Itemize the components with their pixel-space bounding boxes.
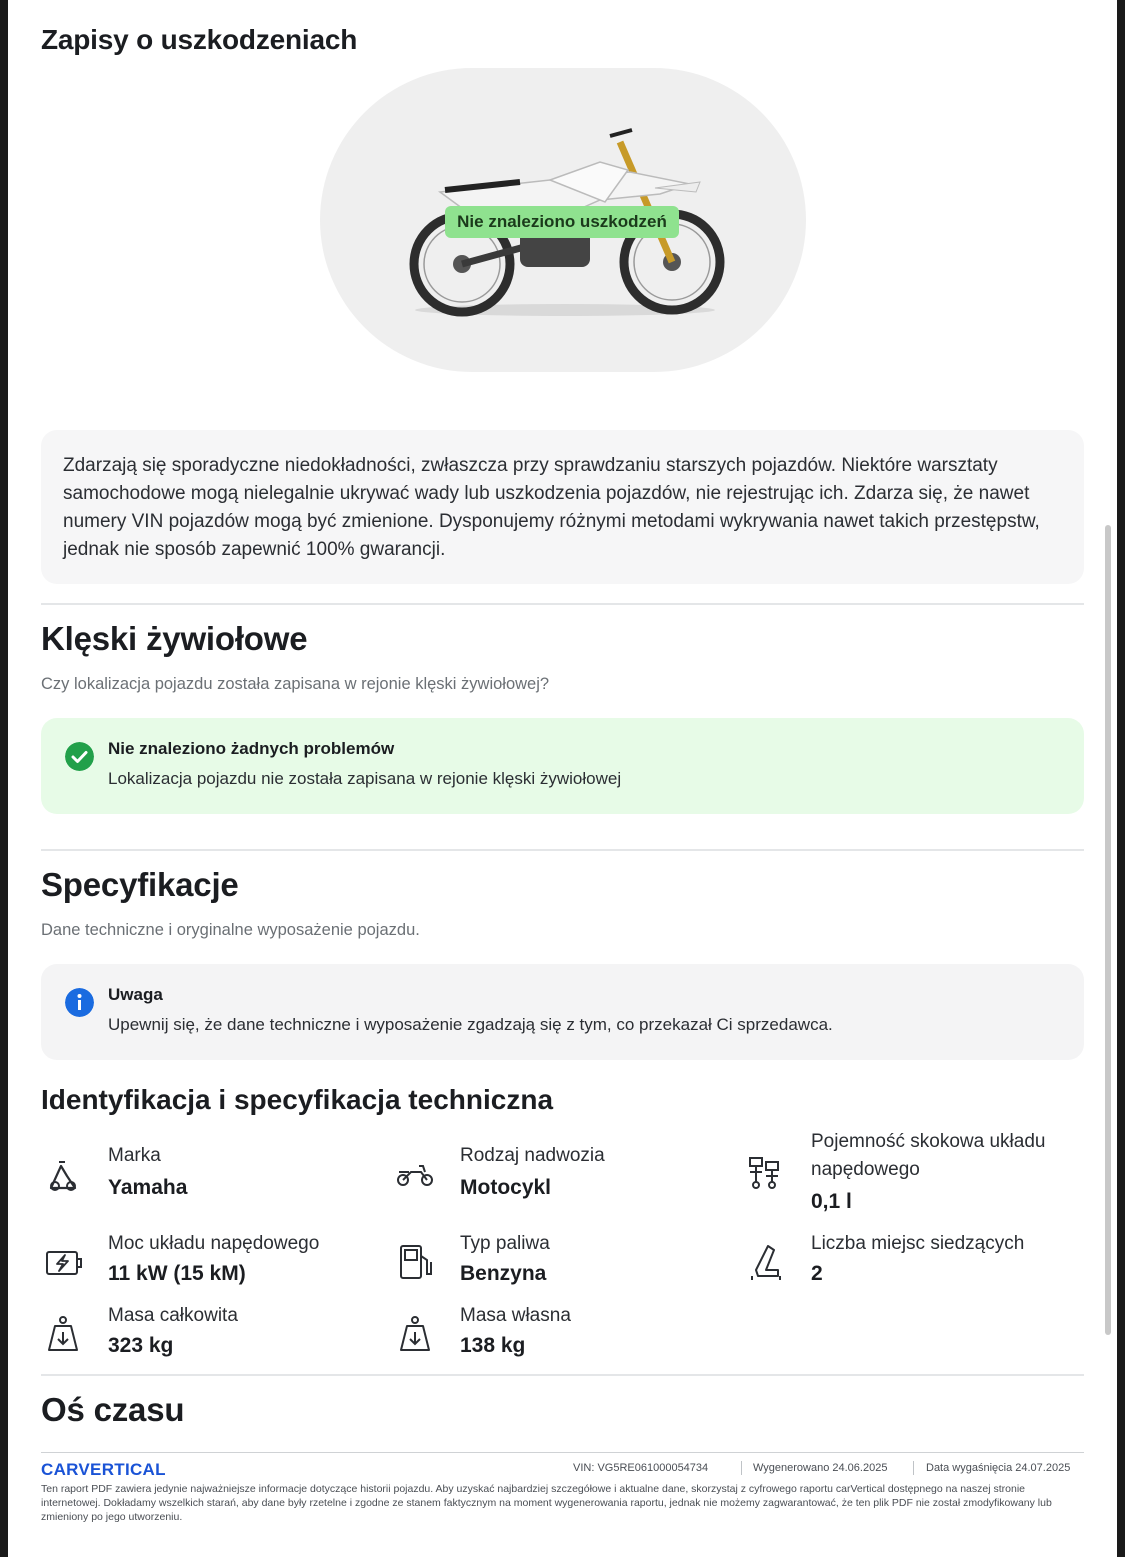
footer-vin: VIN: VG5RE061000054734	[573, 1462, 709, 1474]
spec-label: Rodzaj nadwozia	[460, 1145, 605, 1166]
footer-separator	[741, 1461, 742, 1475]
spec-displacement	[744, 1128, 1074, 1218]
check-circle-icon	[65, 742, 94, 771]
disasters-ok-alert	[41, 718, 1084, 814]
pistons-icon	[744, 1152, 788, 1196]
spec-label: Liczba miejsc siedzących	[811, 1233, 1025, 1254]
spec-value: Motocykl	[460, 1176, 552, 1199]
spec-label: Typ paliwa	[460, 1233, 550, 1254]
no-damage-badge: Nie znaleziono uszkodzeń	[445, 206, 679, 238]
specs-subtitle: Dane techniczne i oryginalne wyposażenie pojazdu.	[41, 921, 420, 939]
notice-text: Upewnij się, że dane techniczne i wyposażenie zgadzają się z tym, co przekazał Ci sprzedawca.	[108, 1015, 833, 1034]
info-icon	[65, 988, 94, 1017]
alert-text: Lokalizacja pojazdu nie została zapisana w rejonie klęski żywiołowej	[108, 769, 622, 788]
footer-rule	[41, 1452, 1084, 1453]
footer-disclaimer: Ten raport PDF zawiera jedynie najważniejsze informacje dotyczące historii pojazdu. Aby uzyskać najbardziej szczegółowe i aktualne dane, skorzystaj z cyfrowego raportu carVertical dostępnego na naszej stronie internetowej. Dokładamy wszelkich starań, aby dane były rzetelne i zgodne ze stanem faktycznym na moment wygenerowania raportu, jednak nie możemy zagwarantować, że ten plik PDF nie został zmodyfikowany lub zmieniony po jego utworzeniu.	[41, 1483, 1052, 1523]
weight-icon	[393, 1312, 437, 1356]
section-divider	[41, 849, 1084, 851]
scrollbar[interactable]	[1105, 525, 1111, 1335]
seat-icon	[744, 1240, 788, 1284]
carvertical-logo: CARVERTICAL	[41, 1460, 166, 1479]
spec-value: 323 kg	[108, 1334, 174, 1357]
spec-power	[41, 1228, 371, 1288]
spec-curb-weight	[393, 1300, 723, 1360]
spec-value: Benzyna	[460, 1262, 547, 1285]
notice-title: Uwaga	[108, 985, 163, 1004]
spec-value: 11 kW (15 kM)	[108, 1262, 246, 1285]
alert-title: Nie znaleziono żadnych problemów	[108, 739, 395, 758]
disasters-subtitle: Czy lokalizacja pojazdu została zapisana w rejonie klęski żywiołowej?	[41, 675, 550, 693]
weight-icon	[41, 1312, 85, 1356]
spec-value: 0,1 l	[811, 1190, 852, 1213]
spec-seats	[744, 1228, 1074, 1288]
spec-label: Marka	[108, 1145, 161, 1166]
battery-bolt-icon	[41, 1240, 85, 1284]
spec-make	[41, 1140, 371, 1200]
spec-body-type	[393, 1140, 723, 1200]
disasters-title: Klęski żywiołowe	[41, 620, 308, 657]
brand-icon	[41, 1152, 85, 1196]
spec-label: Masa całkowita	[108, 1305, 238, 1326]
identification-title: Identyfikacja i specyfikacja techniczna	[41, 1084, 554, 1115]
spec-label: Moc układu napędowego	[108, 1233, 320, 1254]
spec-value: 138 kg	[460, 1334, 526, 1357]
section-divider	[41, 1374, 1084, 1376]
footer-separator	[913, 1461, 914, 1475]
footer-generated-date: Wygenerowano 24.06.2025	[753, 1462, 888, 1474]
specs-notice	[41, 964, 1084, 1060]
timeline-title: Oś czasu	[41, 1391, 185, 1428]
spec-label: Pojemność skokowa układu	[811, 1131, 1046, 1152]
spec-gross-weight	[41, 1300, 371, 1360]
spec-value: Yamaha	[108, 1176, 188, 1199]
report-page	[8, 0, 1117, 1557]
spec-label-cont: napędowego	[811, 1159, 920, 1180]
damage-title: Zapisy o uszkodzeniach	[41, 24, 358, 55]
fuel-pump-icon	[393, 1240, 437, 1284]
section-divider	[41, 603, 1084, 605]
spec-fuel	[393, 1228, 723, 1288]
motorcycle-icon	[393, 1152, 437, 1196]
spec-value: 2	[811, 1262, 823, 1285]
specs-title: Specyfikacje	[41, 866, 239, 903]
damage-disclaimer-note: Zdarzają się sporadyczne niedokładności, zwłaszcza przy sprawdzaniu starszych pojazdów. Niektóre warsztaty samochodowe mogą nielegalnie ukrywać wady lub uszkodzenia pojazdów, nie rejestrując ich. Zdarza się, że nawet numery VIN pojazdów mogą być zmienione. Dysponujemy różnymi metodami wykrywania nawet takich przestępstw, jednak nie sposób zapewnić 100% gwarancji.	[41, 430, 1084, 584]
spec-label: Masa własna	[460, 1305, 571, 1326]
footer-expiry-date: Data wygaśnięcia 24.07.2025	[926, 1462, 1071, 1474]
